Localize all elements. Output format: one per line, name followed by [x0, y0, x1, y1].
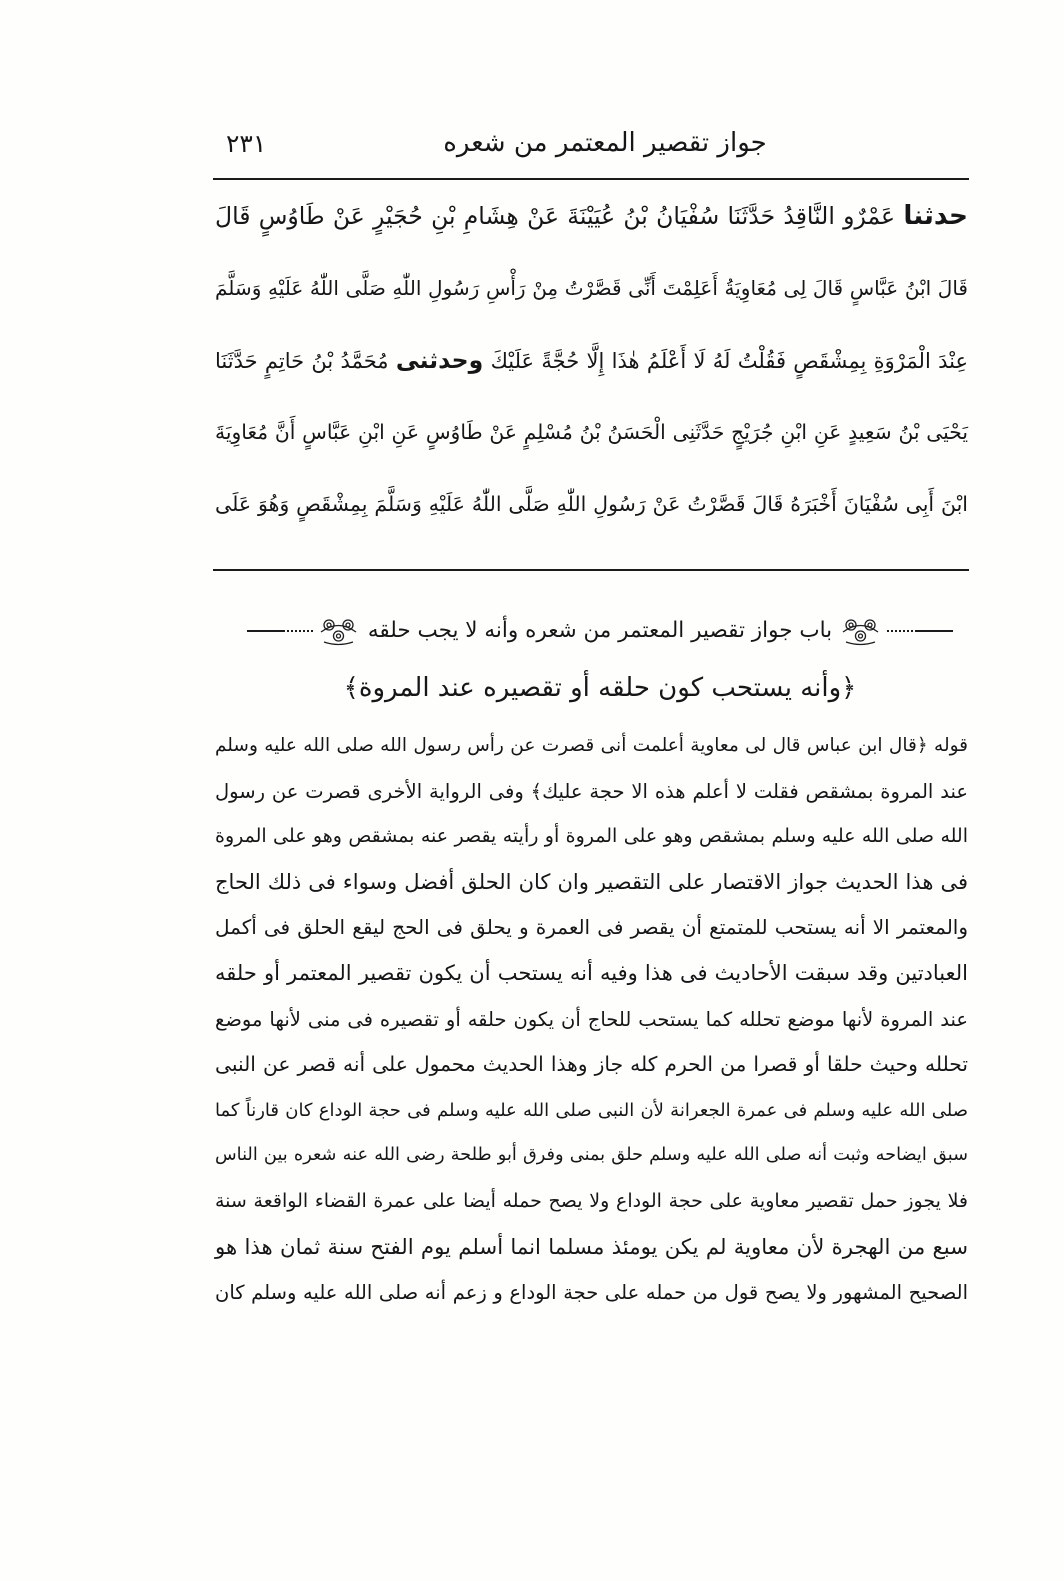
hadith-line — [215, 324, 968, 396]
commentary-line: الله صلى الله عليه وسلم بمشقص وهو على المروة أو رأيته يقصر عنه بمشقص وهو على المروة — [215, 825, 968, 848]
floral-ornament-icon — [841, 616, 881, 646]
dash-rule-decoration — [247, 626, 313, 636]
section-divider — [213, 569, 969, 571]
running-title — [435, 120, 775, 166]
chapter-heading — [236, 602, 964, 716]
isnad-marker: حدثنا — [903, 201, 968, 231]
chapter-subtitle — [236, 660, 964, 716]
chapter-title — [365, 602, 835, 660]
commentary-line: فلا يجوز حمل تقصير معاوية على حجة الوداع ولا يصح حمله أيضا على عمرة القضاء الواقعة سنة — [215, 1189, 968, 1212]
page-number — [226, 122, 306, 166]
hadith-line — [215, 468, 968, 540]
commentary-line: الصحيح المشهور ولا يصح قول من حمله على حجة الوداع و زعم أنه صلى الله عليه وسلم كان — [215, 1281, 968, 1305]
page-number-text: ٢٣١ — [226, 129, 267, 158]
commentary-line: عند المروة بمشقص فقلت لا أعلم هذه الا حجة عليك﴾ وفى الرواية الأخرى قصرت عن رسول — [215, 779, 968, 803]
chapter-subtitle-text: ﴿وأنه يستحب كون حلقه أو تقصيره عند المروة﴾ — [343, 673, 857, 703]
commentary-block — [215, 723, 968, 1316]
commentary-line: والمعتمر الا أنه يستحب للمتمتع أن يقصر فى العمرة و يحلق فى الحج ليقع الحلق فى أكمل — [215, 915, 968, 940]
commentary-line: قوله ﴿قال ابن عباس قال لى معاوية أعلمت أنى قصرت عن رأس رسول الله صلى الله عليه وسلم — [215, 735, 968, 756]
isnad-marker: وحدثنى — [395, 346, 484, 374]
commentary-line: سبع من الهجرة لأن معاوية لم يكن يومئذ مسلما انما أسلم يوم الفتح سنة ثمان هذا هو — [215, 1234, 968, 1260]
chapter-title-text: باب جواز تقصير المعتمر من شعره وأنه لا يجب حلقه — [367, 618, 833, 643]
hadith-text-block — [215, 180, 968, 540]
hadith-line-text: يَحْيَى بْنُ سَعِيدٍ عَنِ ابْنِ جُرَيْجٍ حَدَّثَنِى الْحَسَنُ بْنُ مُسْلِمٍ عَنْ طَاوُسٍ عَنِ ابْنِ عَبَّاسٍ أَنَّ مُعَاوِيَةَ — [215, 420, 968, 444]
hadith-line — [215, 180, 968, 252]
commentary-line: تحلله وحيث حلقا أو قصرا من الحرم كله جاز وهذا الحديث محمول على أنه قصر عن النبى — [215, 1052, 968, 1077]
commentary-line: العبادتين وقد سبقت الأحاديث فى هذا وفيه أنه يستحب أن يكون تقصير المعتمر أو حلقه — [215, 960, 968, 985]
hadith-line — [215, 396, 968, 468]
hadith-line-text: قَالَ ابْنُ عَبَّاسٍ قَالَ لِى مُعَاوِيَةُ أَعَلِمْتَ أَنِّى قَصَّرْتُ مِنْ رَأْسِ رَسُولِ اللّٰهِ صَلَّى اللّٰهُ عَلَيْهِ وَسَلَّمَ — [215, 276, 968, 300]
commentary-line: فى هذا الحديث جواز الاقتصار على التقصير وان كان الحلق أفضل وسواء فى ذلك الحاج — [215, 869, 968, 894]
hadith-line-text: عَمْرٌو النَّاقِدُ حَدَّثَنَا سُفْيَانُ بْنُ عُيَيْنَةَ عَنْ هِشَامِ بْنِ حُجَيْرٍ عَنْ طَاوُسٍ قَالَ — [215, 202, 896, 230]
chapter-title-row — [236, 602, 964, 660]
hadith-line — [215, 252, 968, 324]
floral-ornament-icon — [319, 616, 359, 646]
commentary-line: عند المروة لأنها موضع تحلله كما يستحب للحاج أن يكون حلقه أو تقصيره فى منى لأنها موضع — [215, 1007, 968, 1031]
dash-rule-decoration — [887, 626, 953, 636]
hadith-line-tail: مُحَمَّدُ بْنُ حَاتِمٍ حَدَّثَنَا — [215, 349, 389, 373]
hadith-line-text: عِنْدَ الْمَرْوَةِ بِمِشْقَصٍ فَقُلْتُ لَهُ لَا أَعْلَمُ هٰذَا إِلَّا حُجَّةً عَلَيْكَ — [490, 349, 968, 373]
commentary-line: سبق ايضاحه وثبت أنه صلى الله عليه وسلم حلق بمنى وفرق أبو طلحة رضى الله عنه شعره بين الناس — [215, 1145, 968, 1166]
commentary-line: صلى الله عليه وسلم فى عمرة الجعرانة لأن النبى صلى الله عليه وسلم فى حجة الوداع كان قارناً كما — [215, 1099, 968, 1121]
hadith-line-text: ابْنَ أَبِى سُفْيَانَ أَخْبَرَهُ قَالَ قَصَّرْتُ عَنْ رَسُولِ اللّٰهِ صَلَّى اللّٰهُ عَلَيْهِ وَسَلَّمَ بِمِشْقَصٍ وَهُوَ عَلَى — [215, 492, 968, 516]
running-title-text: جواز تقصير المعتمر من شعره — [443, 128, 767, 158]
